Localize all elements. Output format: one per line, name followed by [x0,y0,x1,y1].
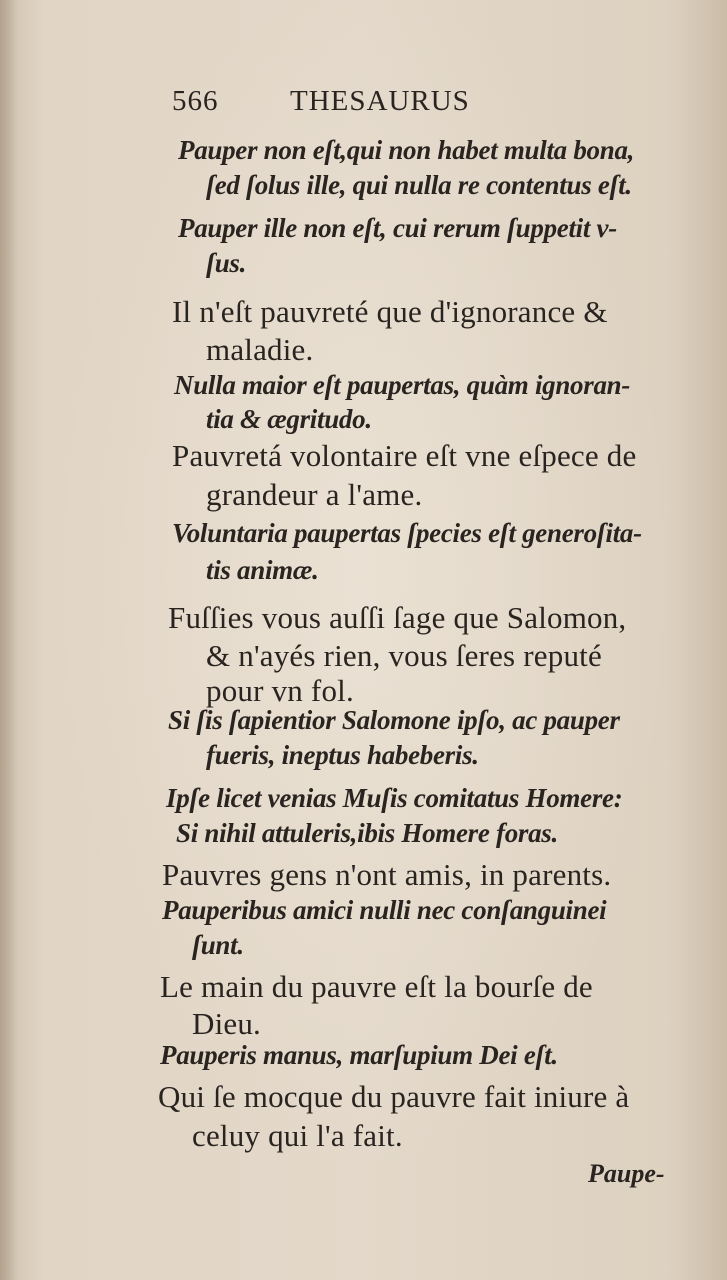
text-line: ſus. [206,248,247,278]
text-line: tia & ægritudo. [206,404,372,434]
text-line: Dieu. [192,1006,262,1041]
text-line: Voluntaria paupertas ſpecies eſt generoſita- [172,518,642,548]
text-line: ſunt. [192,930,244,960]
text-line: tis animæ. [206,555,319,585]
running-title: THESAURUS [290,85,470,117]
text-line: grandeur a l'ame. [206,477,423,512]
text-line: maladie. [206,332,314,367]
text-line: Le main du pauvre eſt la bourſe de [160,969,593,1004]
text-line: Fuſſies vous auſſi ſage que Salomon, [168,600,627,635]
text-line: Ipſe licet venias Muſis comitatus Homere: [166,783,623,813]
text-line: Pauper ille non eſt, cui rerum ſuppetit v- [178,213,617,243]
page-number: 566 [172,85,219,117]
text-line: Pauperis manus, marſupium Dei eſt. [160,1040,558,1070]
text-line: Si nihil attuleris,ibis Homere foras. [176,818,558,848]
text-line: Pauper non eſt,qui non habet multa bona, [178,135,635,165]
text-line: fueris, ineptus habeberis. [206,740,479,770]
text-line: Pauvres gens n'ont amis, in parents. [162,857,612,892]
text-line: pour vn fol. [206,673,354,708]
text-line: Qui ſe mocque du pauvre fait iniure à [158,1079,630,1114]
text-line: celuy qui l'a fait. [192,1118,403,1153]
text-line: Nulla maior eſt paupertas, quàm ignoran- [174,370,631,400]
text-line: Pauvretá volontaire eſt vne eſpece de [172,438,637,473]
page-gutter-shadow [0,0,18,1280]
text-line: Pauperibus amici nulli nec conſanguinei [162,895,607,925]
text-line: ſed ſolus ille, qui nulla re contentus eſt. [206,170,632,200]
text-line: & n'ayés rien, vous ſeres reputé [206,638,602,673]
text-line: Si ſis ſapientior Salomone ipſo, ac pauper [168,705,620,735]
text-line: Il n'eſt pauvreté que d'ignorance & [172,294,608,329]
catchword: Paupe- [588,1159,665,1188]
